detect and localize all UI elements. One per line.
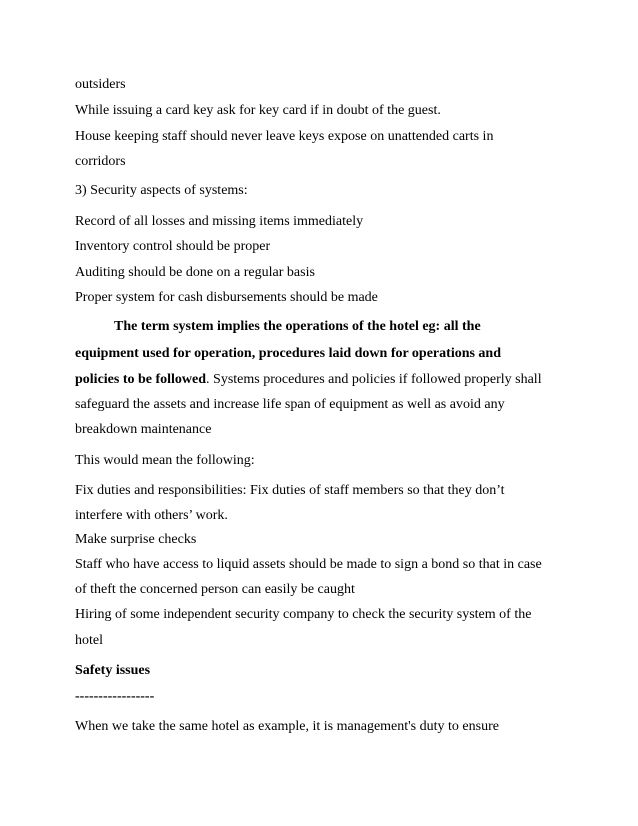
text-line: Record of all losses and missing items immediately [75, 214, 364, 229]
text-line: corridors [75, 154, 126, 169]
text-line: Fix duties and responsibilities: Fix duties of staff members so that they don’t [75, 483, 505, 498]
text-line: Auditing should be done on a regular basis [75, 265, 315, 280]
para-line: breakdown maintenance [75, 422, 212, 437]
text-line: When we take the same hotel as example, it is management's duty to ensure [75, 719, 499, 734]
text-line: interfere with others’ work. [75, 508, 228, 523]
text-line: Hiring of some independent security company to check the security system of the [75, 607, 532, 622]
para-line-bold: The term system implies the operations of the hotel eg: all the [114, 319, 481, 334]
text-line: Staff who have access to liquid assets should be made to sign a bond so that in case [75, 557, 542, 572]
text-line: This would mean the following: [75, 453, 255, 468]
para-bold-span: policies to be followed [75, 372, 207, 387]
text-line: House keeping staff should never leave keys expose on unattended carts in [75, 129, 494, 144]
para-line [75, 371, 575, 389]
section-heading: 3) Security aspects of systems: [75, 183, 248, 198]
safety-rule: ----------------- [75, 689, 155, 704]
text-line: of theft the concerned person can easily be caught [75, 582, 355, 597]
text-line: outsiders [75, 77, 126, 92]
text-line: Inventory control should be proper [75, 239, 271, 254]
para-line-bold: equipment used for operation, procedures laid down for operations and [75, 346, 502, 361]
text-line: Make surprise checks [75, 532, 197, 547]
text-line: While issuing a card key ask for key card if in doubt of the guest. [75, 103, 441, 118]
safety-heading: Safety issues [75, 663, 151, 678]
text-line: Proper system for cash disbursements should be made [75, 290, 378, 305]
para-line: safeguard the assets and increase life span of equipment as well as avoid any [75, 397, 505, 412]
para-span: . Systems procedures and policies if followed properly shall [206, 372, 542, 387]
text-line: hotel [75, 633, 103, 648]
